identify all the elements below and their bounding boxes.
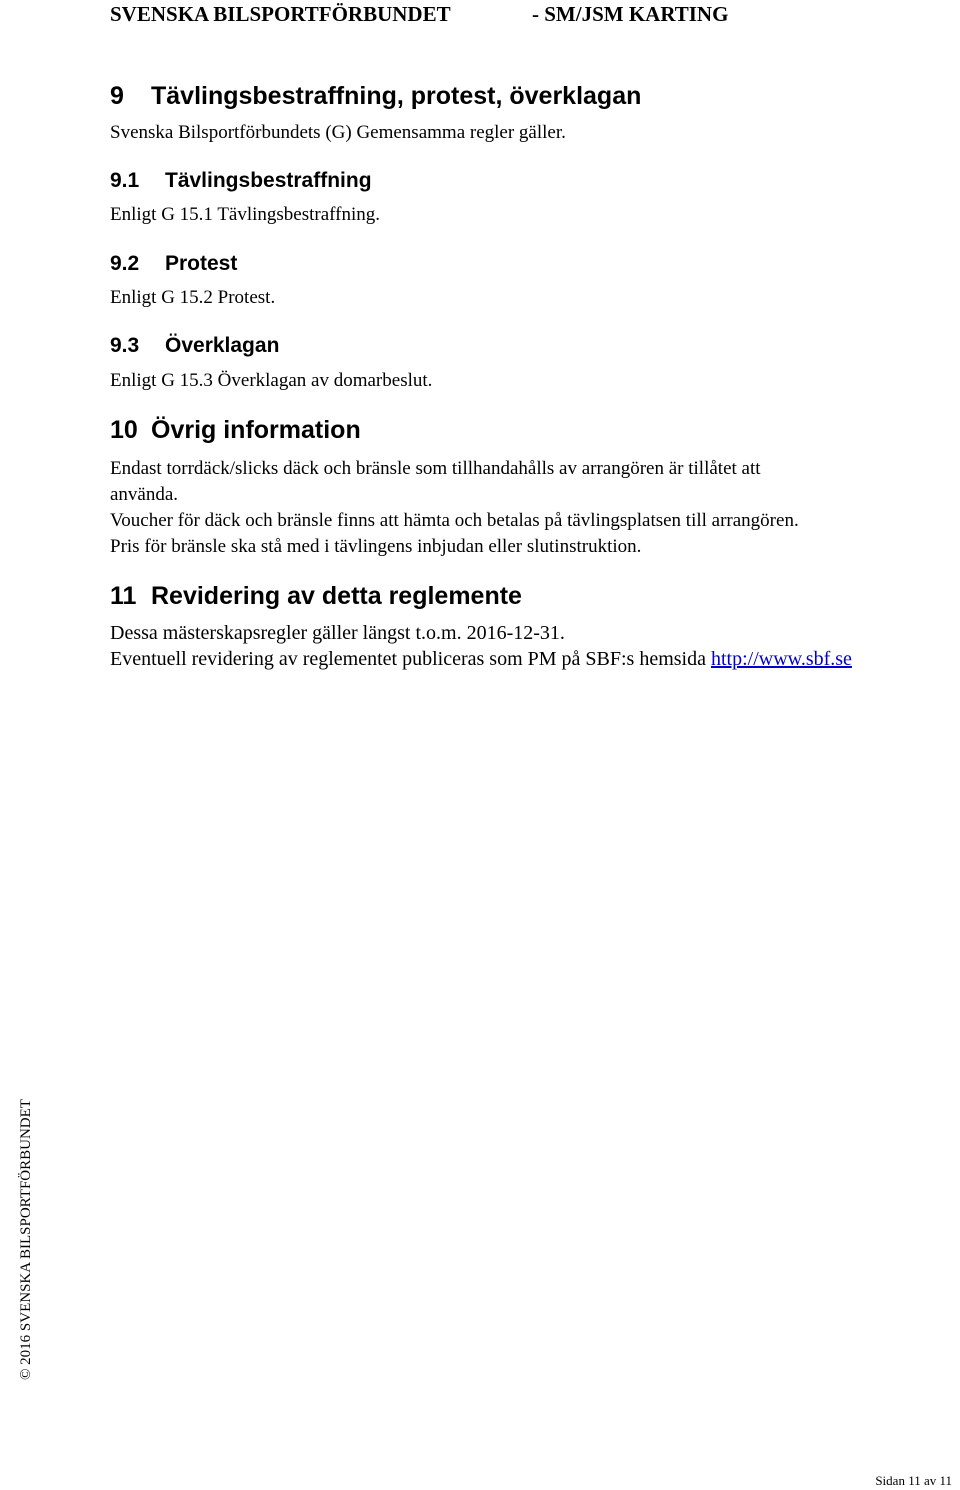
section-10-heading <box>110 416 361 445</box>
section-10-line-2: använda. <box>110 484 179 505</box>
section-9-3-title: Överklagan <box>165 334 280 357</box>
section-9-3-heading <box>110 334 279 358</box>
section-11-line-2-text: Eventuell revidering av reglementet publiceras som PM på SBF:s hemsida <box>110 648 711 670</box>
section-11-line-2 <box>110 648 852 671</box>
section-11-number: 11 <box>110 582 137 610</box>
section-11-heading <box>110 582 522 611</box>
copyright-notice: © 2016 SVENSKA BILSPORTFÖRBUNDET <box>18 1099 34 1380</box>
page-number: Sidan 11 av 11 <box>875 1473 952 1488</box>
section-11-line-1: Dessa mästerskapsregler gäller längst t.o.m. 2016-12-31. <box>110 622 565 644</box>
section-10-number: 10 <box>110 416 138 444</box>
section-9-2-number: 9.2 <box>110 252 140 275</box>
section-10-title: Övrig information <box>151 416 361 444</box>
section-9-3-number: 9.3 <box>110 334 140 357</box>
section-10-line-1: Endast torrdäck/slicks däck och bränsle som tillhandahålls av arrangören är tillåtet att <box>110 458 761 479</box>
section-9-1-text: Enligt G 15.1 Tävlingsbestraffning. <box>110 204 381 225</box>
section-9-2-heading <box>110 252 237 276</box>
header-organization: SVENSKA BILSPORTFÖRBUNDET <box>110 2 451 26</box>
header-document-title: - SM/JSM KARTING <box>532 2 729 26</box>
section-9-1-title: Tävlingsbestraffning <box>165 169 372 192</box>
section-9-3-text: Enligt G 15.3 Överklagan av domarbeslut. <box>110 370 433 391</box>
section-9-text: Svenska Bilsportförbundets (G) Gemensamma regler gäller. <box>110 122 566 143</box>
section-9-1-number: 9.1 <box>110 169 140 192</box>
section-11-title: Revidering av detta reglemente <box>151 582 522 610</box>
section-9-2-text: Enligt G 15.2 Protest. <box>110 287 276 308</box>
section-9-2-title: Protest <box>165 252 238 275</box>
section-10-line-4: Pris för bränsle ska stå med i tävlingens inbjudan eller slutinstruktion. <box>110 536 642 557</box>
section-10-line-3: Voucher för däck och bränsle finns att hämta och betalas på tävlingsplatsen till arrangören. <box>110 510 799 531</box>
section-9-title: Tävlingsbestraffning, protest, överklagan <box>151 82 642 110</box>
section-9-heading <box>110 82 641 111</box>
section-9-1-heading <box>110 169 372 193</box>
section-9-number: 9 <box>110 82 124 110</box>
sbf-website-link[interactable]: http://www.sbf.se <box>711 648 852 670</box>
